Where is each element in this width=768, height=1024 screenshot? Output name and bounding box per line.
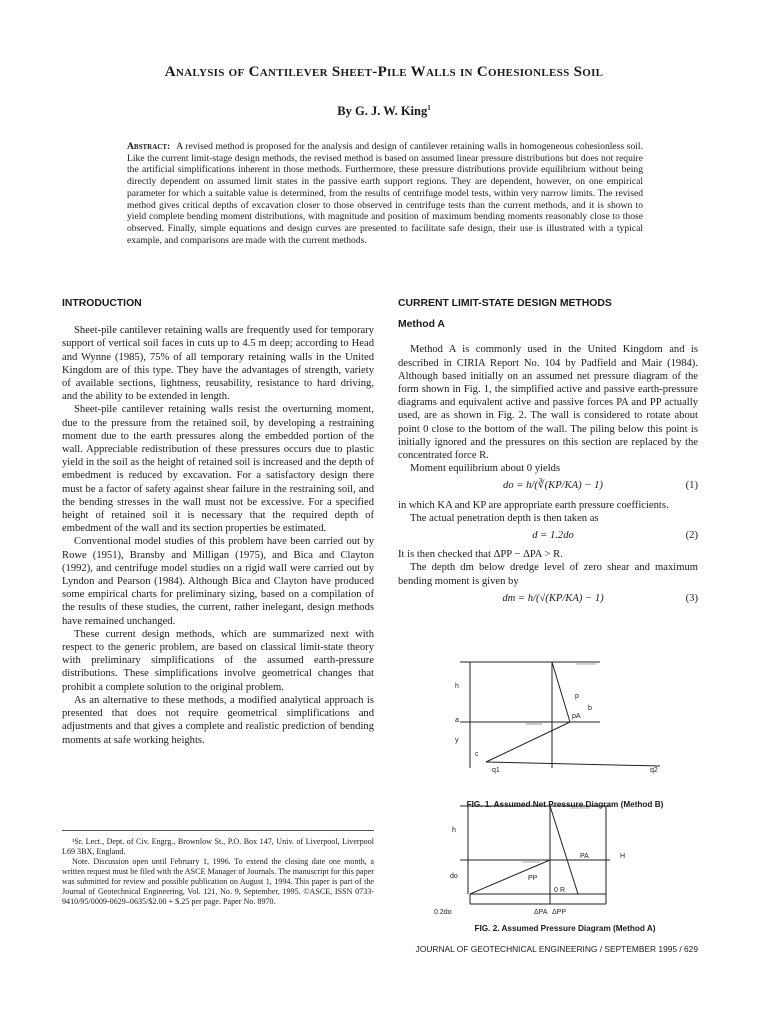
footnote-author-affiliation: ¹Sr. Lect., Dept. of Civ. Engrg., Brownlow St., P.O. Box 147, Univ. of Liverpool, Liverpool L69 3BX, England. <box>62 837 374 856</box>
fig1-active-pressure-line <box>552 662 570 722</box>
equation-1 <box>398 479 698 492</box>
fig2-label-o: 0 <box>554 887 558 894</box>
intro-paragraph-5: As an alternative to these methods, a modified analytical approach is presented that does not require geometrical simplifications and adjustments and that gives a complete and realistic prediction of bending moments at safe working heights. <box>62 694 374 746</box>
figure-2-svg <box>430 802 670 918</box>
intro-paragraph-4: These current design methods, which are summarized next with respect to the generic problem, are based on classical limit-state theory with preliminary simplifications of the assumed earth-pressure distributions. These simplifications involve geometrical changes that prohibit a complete solution to the original problem. <box>62 628 374 693</box>
footnote-discussion-note: Note. Discussion open until February 1, 1996. To extend the closing date one month, a written request must be filed with the ASCE Manager of Journals. The manuscript for this paper was submitted for review and possible publication on August 1, 1994. This paper is part of the Journal of Geotechnical Engineering, Vol. 121, No. 9, September, 1995. ©ASCE, ISSN 0733-9410/95/0009-0629–0635/$2.00 + $.25 per page. Paper No. 8970. <box>62 857 374 906</box>
equation-3-number: (3) <box>685 592 698 604</box>
author-name: By G. J. W. King <box>337 104 428 119</box>
figure-1-diagram <box>430 656 670 776</box>
paper-title: Analysis of Cantilever Sheet-Pile Walls in Cohesionless Soil <box>164 64 604 80</box>
fig1-net-pressure-line <box>486 722 570 762</box>
equation-1-expression: do = h/(∛(KP/KA) − 1) <box>503 480 603 492</box>
fig2-label-dpp: ΔPP <box>552 909 567 916</box>
current-methods-section <box>398 297 698 611</box>
equation-2 <box>398 529 698 542</box>
fig2-label-pa: PA <box>580 853 589 860</box>
fig2-label-dpa: ΔPA <box>534 909 548 916</box>
author-line <box>60 104 708 119</box>
intro-paragraph-2: Sheet-pile cantilever retaining walls resist the overturning moment, due to the pressure from the retained soil, by developing a restraining moment due to the earth pressures along the embedded portion of the wall. Appreciable redistribution of these pressures occurs due to plastic yield in the soil as the height of retained soil is increased and the depth of embedment is reduced by excavation. For a satisfactory design there must be a factor of safety against shear failure in the restraining soil, and the bending stresses in the wall must not be excessive. For a specified height of retained soil it is necessary that the required depth of embedment of the wall and its section properties be estimated. <box>62 404 374 535</box>
method-a-heading: Method A <box>398 319 445 331</box>
introduction-section <box>62 297 374 747</box>
equation-1-number: (1) <box>685 480 698 492</box>
figure-2-caption: FIG. 2. Assumed Pressure Diagram (Method A) <box>474 924 656 933</box>
fig1-label-pa: pA <box>572 713 581 720</box>
page-footer: JOURNAL OF GEOTECHNICAL ENGINEERING / SEPTEMBER 1995 / 629 <box>415 944 698 954</box>
fig1-label-q1: q1 <box>492 767 500 774</box>
fig1-base-pressure-line <box>486 762 660 766</box>
fig1-label-h: h <box>455 683 459 690</box>
method-a-paragraph-2: Moment equilibrium about 0 yields <box>410 463 561 475</box>
footnotes <box>62 837 374 907</box>
method-a-paragraph-5: It is then checked that ΔPP − ΔPA > R. <box>398 549 563 561</box>
fig2-passive-line <box>470 860 550 894</box>
abstract <box>127 141 643 246</box>
fig2-label-pp: PP <box>528 875 538 882</box>
fig2-label-H: H <box>620 853 626 860</box>
fig1-label-q2: q2 <box>650 767 658 774</box>
method-a-paragraph-1: Method A is commonly used in the United Kingdom and is described in CIRIA Report No. 104 by Padfield and Mair (1984). Although based initially on an assumed net pressure diagram of the form shown in Fig. 1, the simplified active and passive earth-pressure diagrams and equivalent active and passive forces PA and PP actually used, are as shown in Fig. 2. The wall is considered to rotate about point 0 close to the bottom of the wall. The piling below this point is initially ignored and the pressures on this section are replaced by the concentrated force R. <box>398 344 698 462</box>
equation-2-expression: d = 1.2do <box>532 530 574 542</box>
current-methods-heading: CURRENT LIMIT-STATE DESIGN METHODS <box>398 298 612 309</box>
introduction-heading: INTRODUCTION <box>62 298 142 309</box>
fig1-label-a: a <box>455 717 459 724</box>
figure-2-diagram <box>430 802 670 918</box>
abstract-label: Abstract: <box>127 141 171 152</box>
fig2-active-line <box>550 806 578 894</box>
abstract-text: A revised method is proposed for the analysis and design of cantilever retaining walls in homogeneous cohesionless soil. Like the current limit-stage design methods, the revised method is based on assumed linear pressure distributions but does not require the artificial simplifications inherent in those methods. Furthermore, these pressure distributions provide equilibrium without being directly dependent on assumed limit states in the passive earth support regions. They are dependent, however, on one empirical parameter for which a suitable value is determined, from the results of centrifuge model tests, within very narrow limits. The revised method gives critical depths of excavation closer to those observed in centrifuge tests than the current methods, and it is shown to yield complete bending moment distributions, with magnitude and position of maximum bending moments reasonably close to those observed. Finally, simple equations and design curves are presented to facilitate safe design, their use is illustrated with a typical example, and comparisons are made with the current methods. <box>127 141 643 246</box>
figure-1-svg <box>430 656 670 776</box>
fig2-label-z: 0.2do <box>434 909 452 916</box>
fig2-label-do: do <box>450 873 458 880</box>
intro-paragraph-1: Sheet-pile cantilever retaining walls are frequently used for temporary support of vertical soil faces in cuts up to 4.5 m deep; according to Head and Wynne (1985), 75% of all temporary retaining walls in the United Kingdom are of this type. They have the advantages of strength, variety of available sections, lightness, reusability, resistance to hard driving, and the ability to be extended in length. <box>62 325 374 403</box>
fig2-label-h: h <box>452 827 456 834</box>
fig1-label-p: p <box>575 693 579 700</box>
author-note-marker: 1 <box>427 104 431 112</box>
method-a-paragraph-4: The actual penetration depth is then taken as <box>410 512 599 524</box>
method-a-paragraph-3: in which KA and KP are appropriate earth pressure coefficients. <box>398 499 669 511</box>
footnote-divider <box>62 830 374 831</box>
fig2-label-r: R <box>560 887 566 894</box>
figure-1-caption: FIG. 1. Assumed Net Pressure Diagram (Method B) <box>466 800 664 809</box>
equation-2-number: (2) <box>685 530 698 542</box>
equation-3-expression: dm = h/(√(KP/KA) − 1) <box>502 592 604 604</box>
equation-3 <box>398 592 698 605</box>
method-a-paragraph-6: The depth dm below dredge level of zero shear and maximum bending moment is given by <box>398 562 698 587</box>
intro-paragraph-3: Conventional model studies of this problem have been carried out by Rowe (1951), Bransby and Milligan (1975), and Bica and Clayton (1992), and centrifuge model studies on a rigid wall were carried out by Lyndon and Pearson (1984). Although Bica and Clayton have produced some empirical charts for preliminary sizing, based on a compilation of the results of these studies, the current, rather inelegant, design methods have remained unchanged. <box>62 536 374 627</box>
fig1-label-c: c <box>475 751 479 758</box>
fig1-label-b: b <box>588 705 592 712</box>
fig1-label-y: y <box>455 737 459 744</box>
